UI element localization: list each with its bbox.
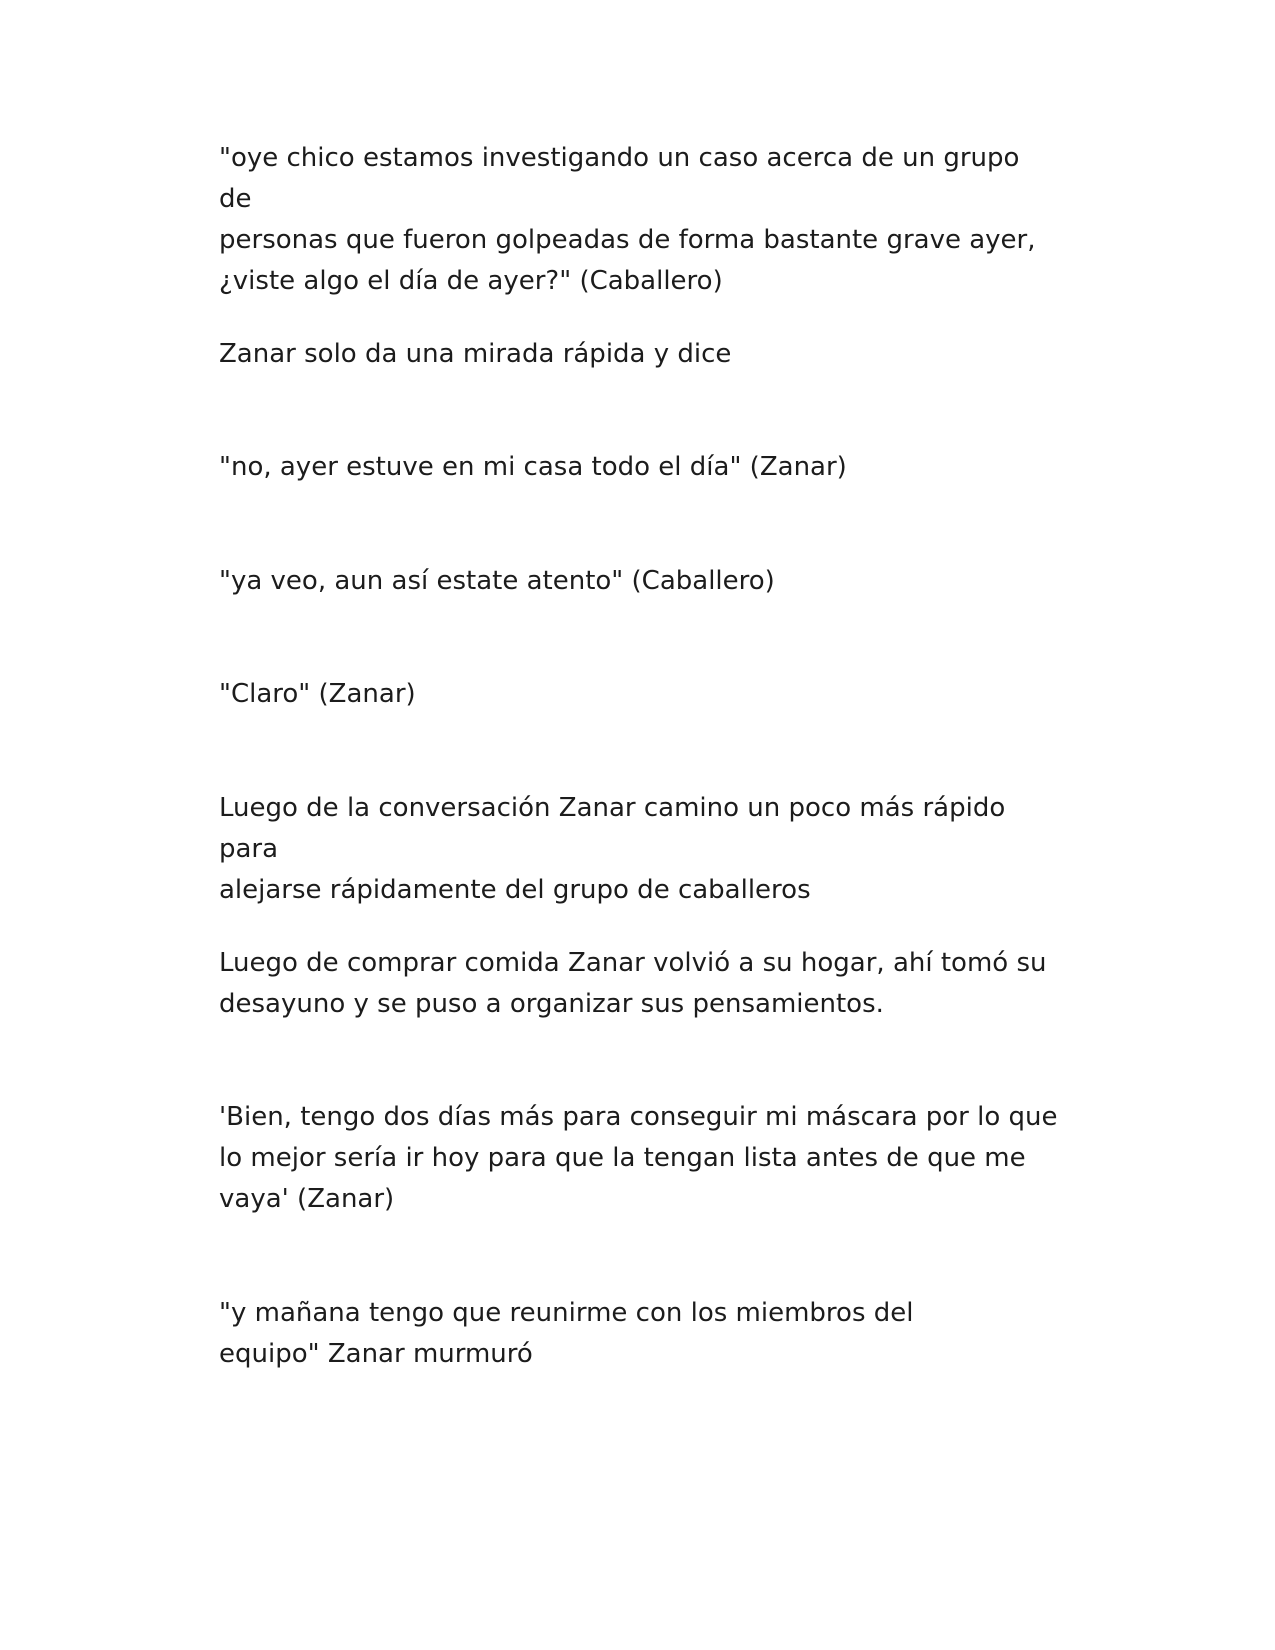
paragraph-zanar-claro: "Claro" (Zanar) (219, 679, 416, 709)
paragraph-zanar-murmur: "y mañana tengo que reunirme con los miembros del equipo" Zanar murmuró (219, 1298, 914, 1369)
paragraph-buying-food: Luego de comprar comida Zanar volvió a su hogar, ahí tomó su desayuno y se puso a organizar sus pensamientos. (219, 948, 1047, 1019)
paragraph-zanar-answer: "no, ayer estuve en mi casa todo el día" (Zanar) (219, 452, 847, 482)
paragraph-zanar-glance: Zanar solo da una mirada rápida y dice (219, 339, 732, 369)
paragraph-knight-reply: "ya veo, aun así estate atento" (Caballero) (219, 566, 775, 596)
paragraph-zanar-thought: 'Bien, tengo dos días más para conseguir mi máscara por lo que lo mejor sería ir hoy para que la tengan lista antes de que me vaya' (Zanar) (219, 1102, 1058, 1214)
paragraph-after-conversation: Luego de la conversación Zanar camino un poco más rápido para alejarse rápidamente del grupo de caballeros (219, 793, 1006, 905)
paragraph-knight-question: "oye chico estamos investigando un caso acerca de un grupo de personas que fueron golpeadas de forma bastante grave ayer, ¿viste algo el día de ayer?" (Caballero) (219, 143, 1036, 296)
